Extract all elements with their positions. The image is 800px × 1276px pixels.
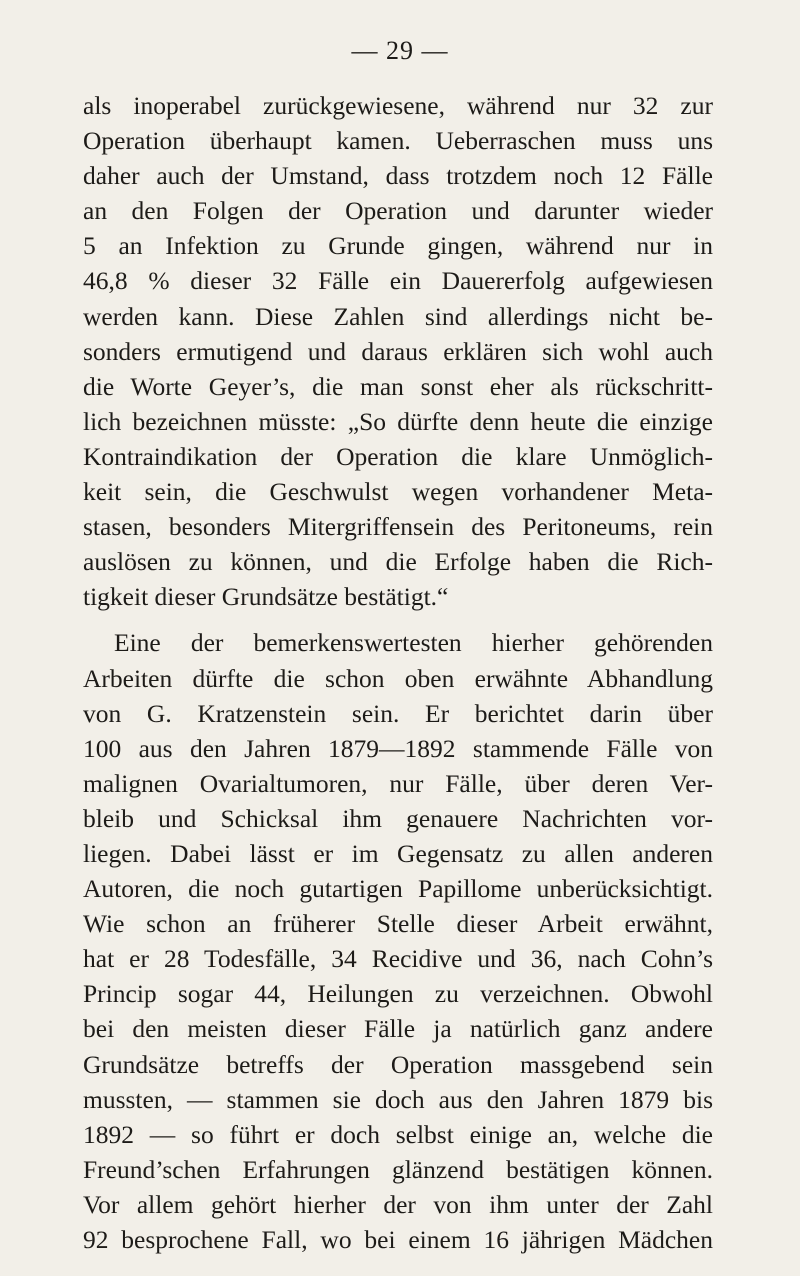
text-line: Eine der bemerkenswertesten hierher gehörenden [114,628,713,658]
text-line: liegen. Dabei lässt er im Gegensatz zu allen anderen [83,838,713,868]
text-line: hat er 28 Todesfälle, 34 Recidive und 36, nach Cohn’s [83,944,713,974]
text-line: sonders ermutigend und daraus erklären sich wohl auch [83,336,713,366]
text-line: 46,8 % dieser 32 Fälle ein Dauererfolg aufgewiesen [83,266,713,296]
text-line: bei den meisten dieser Fälle ja natürlich ganz andere [83,1014,713,1044]
paragraph-1 [83,88,713,614]
text-line: 92 besprochene Fall, wo bei einem 16 jährigen Mädchen [83,1225,713,1254]
text-line: malignen Ovarialtumoren, nur Fälle, über deren Ver- [83,768,713,798]
text-line: bleib und Schicksal ihm genauere Nachrichten vor- [83,803,713,833]
text-line: mussten, — stammen sie doch aus den Jahren 1879 bis [83,1084,713,1114]
text-line: daher auch der Umstand, dass trotzdem noch 12 Fälle [83,161,713,191]
page-number: — 29 — [351,36,449,65]
body-text [83,88,713,1257]
text-line: 100 aus den Jahren 1879—1892 stammende Fälle von [83,733,713,763]
text-line: als inoperabel zurückgewiesene, während nur 32 zur [83,91,713,120]
text-line: von G. Kratzenstein sein. Er berichtet darin über [83,698,713,728]
text-line: Wie schon an früherer Stelle dieser Arbeit erwähnt, [83,909,713,939]
text-line: lich bezeichnen müsste: „So dürfte denn heute die einzige [83,406,713,436]
text-line: an den Folgen der Operation und darunter wieder [83,196,713,226]
text-line: tigkeit dieser Grundsätze bestätigt.“ [83,582,449,612]
text-line: Freund’schen Erfahrungen glänzend bestätigen können. [83,1154,713,1184]
text-line: Kontraindikation der Operation die klare Unmöglich- [83,441,713,471]
text-line: auslösen zu können, und die Erfolge haben die Rich- [83,547,713,577]
paragraph-2 [83,625,713,1257]
text-line: Arbeiten dürfte die schon oben erwähnte Abhandlung [83,663,713,693]
text-line: 1892 — so führt er doch selbst einige an, welche die [83,1119,713,1149]
text-line: die Worte Geyer’s, die man sonst eher als rückschritt- [83,371,713,401]
text-line: keit sein, die Geschwulst wegen vorhandener Meta- [83,477,713,507]
text-line: 5 an Infektion zu Grunde gingen, während nur in [83,231,713,261]
text-line: Autoren, die noch gutartigen Papillome unberücksichtigt. [83,874,713,904]
paragraph-gap [83,614,713,625]
text-line: Grundsätze betreffs der Operation massgebend sein [83,1049,713,1079]
text-line: Princip sogar 44, Heilungen zu verzeichnen. Obwohl [83,979,713,1009]
text-line: Operation überhaupt kamen. Ueberraschen muss uns [83,126,713,156]
text-line: werden kann. Diese Zahlen sind allerdings nicht be- [83,301,713,331]
text-line: Vor allem gehört hierher der von ihm unter der Zahl [83,1189,713,1219]
text-line: stasen, besonders Mitergriffensein des Peritoneums, rein [83,512,713,542]
